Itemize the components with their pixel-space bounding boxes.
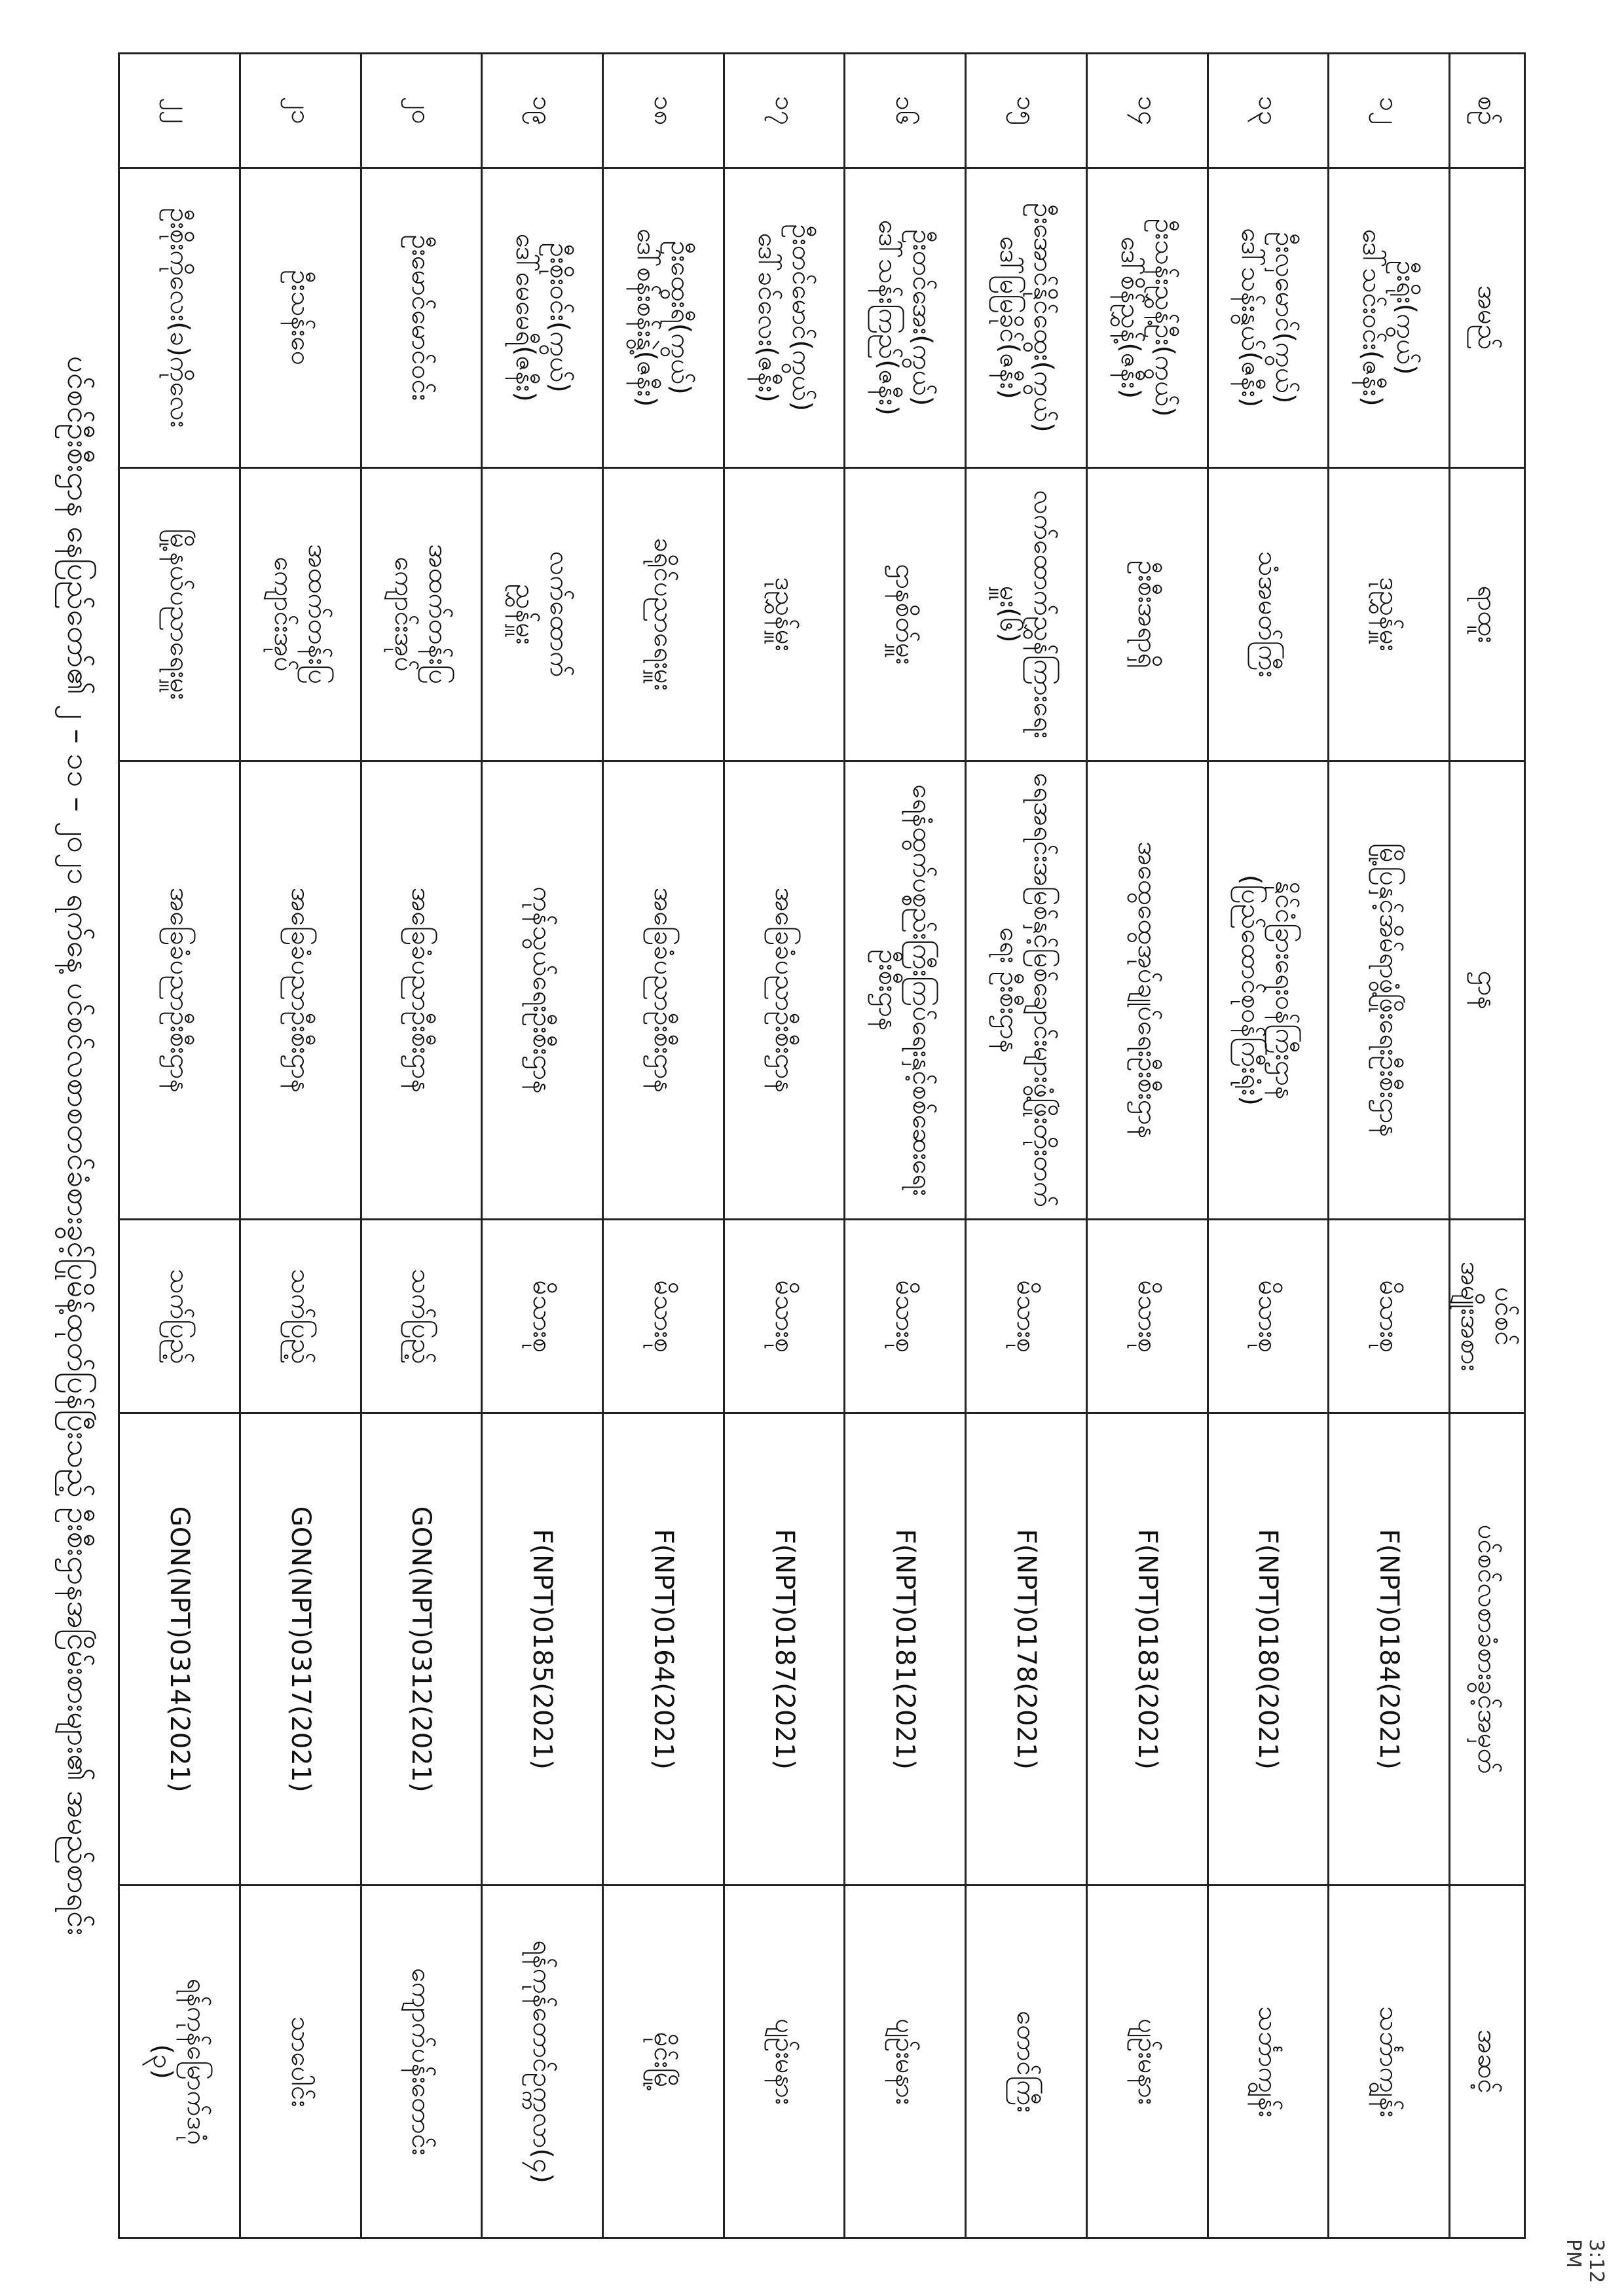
- pension-type-cell: သက်ပြည့်: [361, 1220, 482, 1413]
- table-row: [602, 54, 724, 2238]
- row-no-cell: ၂၁: [240, 54, 361, 168]
- department-cell: အခြေခံပညာဦးစီးဌာန: [119, 761, 240, 1220]
- township-cell: သာပေါင်း: [240, 1886, 361, 2238]
- position-cell: အထက်တန်းပြ ကျောင်းအုပ်: [240, 467, 361, 761]
- department-cell: အခြေခံပညာဦးစီးဌာန: [724, 761, 845, 1220]
- table-row: [1086, 54, 1208, 2238]
- position-cell: အထက်တန်းပြ ကျောင်းအုပ်: [361, 467, 482, 761]
- header-department: ဌာန: [1450, 761, 1525, 1220]
- pension-number-cell: GON(NPT)0312(2021): [361, 1413, 482, 1886]
- pension-type-cell: မိသားစု: [1208, 1220, 1329, 1413]
- department-cell: နိုင်ငံခြားရေးဝန်ကြီးဌာန (ပြည်ထောင်စုဝန်ကြီးရုံး): [1208, 761, 1329, 1220]
- pensioner-name-cell: ဦးမောင်မောင်ဝင်း: [361, 168, 482, 467]
- department-cell: အခြေခံပညာဦးစီးဌာန: [602, 761, 724, 1220]
- township-cell: ပျဉ်းမနား: [845, 1886, 966, 2238]
- township-cell: ကျောက်ပန်းတောင်း: [361, 1886, 482, 2238]
- pension-number-cell: F(NPT)0184(2021): [1329, 1413, 1450, 1886]
- row-no-cell: ၁၅: [966, 54, 1087, 168]
- township-cell: မိုင်းမြို့: [602, 1886, 724, 2238]
- pensioner-name-cell: ဦးရိုး(ကွယ်) ဒေါ်သင်းဝင်း(ဇနီး): [1329, 168, 1450, 467]
- position-cell: လက်ထောက်ညွှန်ကြားရေးမှူး(၆): [966, 467, 1087, 761]
- department-cell: ရေအရင်းအမြစ်နှင့်မြစ်ချောင်းများဖွံ့ဖြိုးတိုးတက်ရေး ဦးစီးဌာန: [966, 761, 1087, 1220]
- timestamp-stamp: 3:12 PM: [1562, 2239, 1608, 2284]
- department-cell: အခြေခံပညာဦးစီးဌာန: [240, 761, 361, 1220]
- pension-type-cell: သက်ပြည့်: [119, 1220, 240, 1413]
- table-row: [1329, 54, 1450, 2238]
- pensioner-name-cell: ဦးသန်းညွှန့်ဦး(ကွယ်) ဒေါ်စိန်ညွှန့်(ဇနီး): [1086, 168, 1208, 467]
- row-no-cell: ၁၉: [482, 54, 603, 168]
- pension-number-cell: F(NPT)0181(2021): [845, 1413, 966, 1886]
- position-cell: ဌာနစိတ်မှူး: [845, 467, 966, 761]
- row-no-cell: ၁၆: [845, 54, 966, 168]
- pensioner-name-cell: ဦးတင်မောင်(ကွယ်) ဒေါ်ခင်လေး(ဇနီး): [724, 168, 845, 467]
- township-cell: သင်္ဘာကျွန်း: [1208, 1886, 1329, 2238]
- row-no-cell: ၂၂: [119, 54, 240, 168]
- row-no-cell: ၁၇: [724, 54, 845, 168]
- pension-type-cell: မိသားစု: [1329, 1220, 1450, 1413]
- table-row: [966, 54, 1087, 2238]
- department-cell: အခြေခံပညာဦးစီးဌာန: [361, 761, 482, 1220]
- township-cell: ပျဉ်းမနား: [1086, 1886, 1208, 2238]
- pensioner-name-cell: ဦးထွေးရီ(ကွယ်) ဒေါ်စန်းစန်းနွဲ့(ဇနီး): [602, 168, 724, 467]
- page-title: ပင်စင်ဦးစီးဌာန နေပြည်တော်၏ ၂ – ၁၁ – ၂၀၂၁ ရက်နေ့ ပင်စင်လစာစတင်ခံစားခွင့်ပြုမိန့်ထုတ်ပြန်ပြီးသည့် ဦးစီးဌာနအငြိမ်းစားများ၏ အမည်စာရင်း: [61, 355, 96, 1936]
- pensioner-name-cell: ဦးသန်းဝေ: [240, 168, 361, 467]
- pensioner-name-cell: ဦးလှမောင်(ကွယ်) ဒေါ်သန်းနွယ်(ဇနီး): [1208, 168, 1329, 467]
- table-row: [482, 54, 603, 2238]
- header-township: အဆင့်: [1450, 1886, 1525, 2238]
- department-cell: ရေနံထွက်ပစ္စည်းကြီးကြပ်ရေးနှင့်စစ်ဆေးရေး ဦးစီးဌာန: [845, 761, 966, 1220]
- table-row: [1208, 54, 1329, 2238]
- row-no-cell: ၂၀: [361, 54, 482, 168]
- row-no-cell: ၁၂: [1329, 54, 1450, 168]
- table-body: [119, 54, 1450, 2238]
- pension-type-cell: မိသားစု: [845, 1220, 966, 1413]
- header-position: ရာထူး: [1450, 467, 1525, 761]
- pension-number-cell: GON(NPT)0317(2021): [240, 1413, 361, 1886]
- position-cell: ခရိုင်ပညာရေးမှူး: [602, 467, 724, 761]
- pension-number-cell: F(NPT)0178(2021): [966, 1413, 1087, 1886]
- table-header-row: [1450, 54, 1525, 2238]
- header-pension-number: ပင်စင်လစာခံစားခွင့်အမှတ်: [1450, 1413, 1525, 1886]
- position-cell: ဒုညွှန်မှူး: [724, 467, 845, 761]
- row-no-cell: ၁၈: [602, 54, 724, 168]
- pension-number-cell: GON(NPT)0314(2021): [119, 1413, 240, 1886]
- pensioner-name-cell: ဦးစိုးဝင်း(ကွယ်) ဒေါ်မေမေရီ(ဇနီး): [482, 168, 603, 467]
- pension-number-cell: F(NPT)0164(2021): [602, 1413, 724, 1886]
- pension-type-cell: မိသားစု: [602, 1220, 724, 1413]
- header-pension-type: ပင်စင် အမျိုးအစား: [1450, 1220, 1525, 1413]
- table-row: [845, 54, 966, 2238]
- pension-type-cell: မိသားစု: [724, 1220, 845, 1413]
- pension-type-cell: မိသားစု: [482, 1220, 603, 1413]
- header-name: အမည်: [1450, 168, 1525, 467]
- township-cell: ရန်ကုန်မြောက်ဒဂုံ (၃): [119, 1886, 240, 2238]
- pension-type-cell: မိသားစု: [966, 1220, 1087, 1413]
- pension-number-cell: F(NPT)0187(2021): [724, 1413, 845, 1886]
- pensioner-table: [118, 52, 1526, 2239]
- position-cell: မြို့နယ်ပညာရေးမှူး: [119, 467, 240, 761]
- township-cell: ပျဉ်းမနား: [724, 1886, 845, 2238]
- table-row: [240, 54, 361, 2238]
- header-no: စဉ်: [1450, 54, 1525, 168]
- department-cell: မြို့ပြနှင့်အိမ်ရာဖွံ့ဖြိုးရေးဦးစီးဌာန: [1329, 761, 1450, 1220]
- pensioner-name-cell: ဦးအောင်နိုင်ထွေး(ကွယ်) ဒေါ်မြမြခိုင်(ဇနီး): [966, 168, 1087, 467]
- position-cell: ဒုညွှန်မှူး: [1329, 467, 1450, 761]
- table-row: [119, 54, 240, 2238]
- table-row: [361, 54, 482, 2238]
- row-no-cell: ၁၃: [1208, 54, 1329, 168]
- pension-number-cell: F(NPT)0180(2021): [1208, 1413, 1329, 1886]
- township-cell: ရန်ကုန်တောင်ဥက္ကလာ(၄): [482, 1886, 603, 2238]
- pensioner-name-cell: ဦးတင်အေး(ကွယ်) ဒေါ်သန်းကြည်(ဇနီး): [845, 168, 966, 467]
- position-cell: သံအမတ်ကြီး: [1208, 467, 1329, 761]
- township-cell: သင်္ဘာကျွန်း: [1329, 1886, 1450, 2238]
- position-cell: လက်ထောက် ညွှန်မှူး: [482, 467, 603, 761]
- department-cell: အထွေထွေအုပ်ချုပ်ရေးဦးစီးဌာန: [1086, 761, 1208, 1220]
- pension-type-cell: မိသားစု: [1086, 1220, 1208, 1413]
- pension-number-cell: F(NPT)0185(2021): [482, 1413, 603, 1886]
- pension-type-cell: သက်ပြည့်: [240, 1220, 361, 1413]
- pension-number-cell: F(NPT)0183(2021): [1086, 1413, 1208, 1886]
- township-cell: တောင်ကြီး: [966, 1886, 1087, 2238]
- pensioner-name-cell: ဦးစိုးကိုလေး(ခ)ကိုလေး: [119, 168, 240, 467]
- department-cell: ကုန်သွယ်ရေးဦးစီးဌာန: [482, 761, 603, 1220]
- row-no-cell: ၁၄: [1086, 54, 1208, 168]
- table-row: [724, 54, 845, 2238]
- position-cell: ဦးစီးအရာရှိ: [1086, 467, 1208, 761]
